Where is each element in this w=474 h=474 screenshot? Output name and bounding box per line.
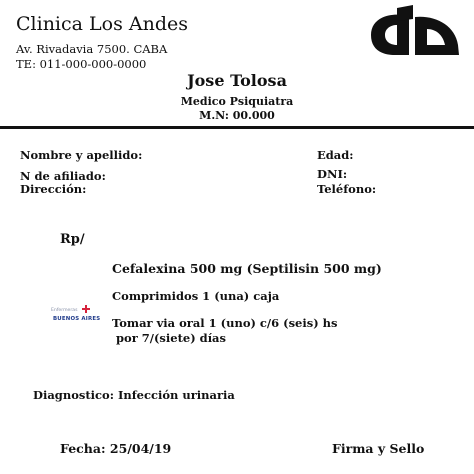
patient-phone-label: Teléfono: [317,182,377,196]
doctor-license: M.N: 00.000 [199,109,275,122]
diagnosis-label: Diagnostico: [33,388,114,402]
enfermeras-logo-top-text: Enfermeras [51,308,78,313]
header-divider [0,126,474,129]
dni-label: DNI: [317,167,348,181]
enfermeras-logo [51,305,101,329]
doctor-name: Jose Tolosa [187,71,287,90]
patient-name-label: Nombre y apellido: [20,148,143,162]
affiliate-number-label: N de afiliado: [20,169,106,183]
diagnosis-value: Infección urinaria [117,388,235,402]
patient-address-label: Dirección: [20,182,87,196]
date-label: Fecha: [60,441,106,456]
rp-label: Rp/ [60,232,85,247]
stylized-da-logo-icon [369,5,460,57]
clinic-address: Av. Rivadavia 7500. CABA [16,42,168,56]
dosage-instructions-line2: por 7/(siete) días [116,331,226,345]
medical-cross-icon [82,305,90,313]
dosage-instructions-line1: Tomar via oral 1 (uno) c/6 (seis) hs [112,316,338,330]
diagnosis [33,388,235,402]
clinic-phone: TE: 011-000-000-0000 [16,57,147,71]
doctor-title: Medico Psiquiatra [180,95,294,108]
signature-label: Firma y Sello [332,441,425,456]
date-value: 25/04/19 [109,441,172,456]
medication-form: Comprimidos 1 (una) caja [112,289,280,303]
clinic-name: Clinica Los Andes [16,13,188,35]
medication-name: Cefalexina 500 mg (Septilisin 500 mg) [112,261,382,276]
enfermeras-logo-bottom-text: BUENOS AIRES [53,316,101,322]
age-label: Edad: [317,148,354,162]
date [60,441,171,456]
